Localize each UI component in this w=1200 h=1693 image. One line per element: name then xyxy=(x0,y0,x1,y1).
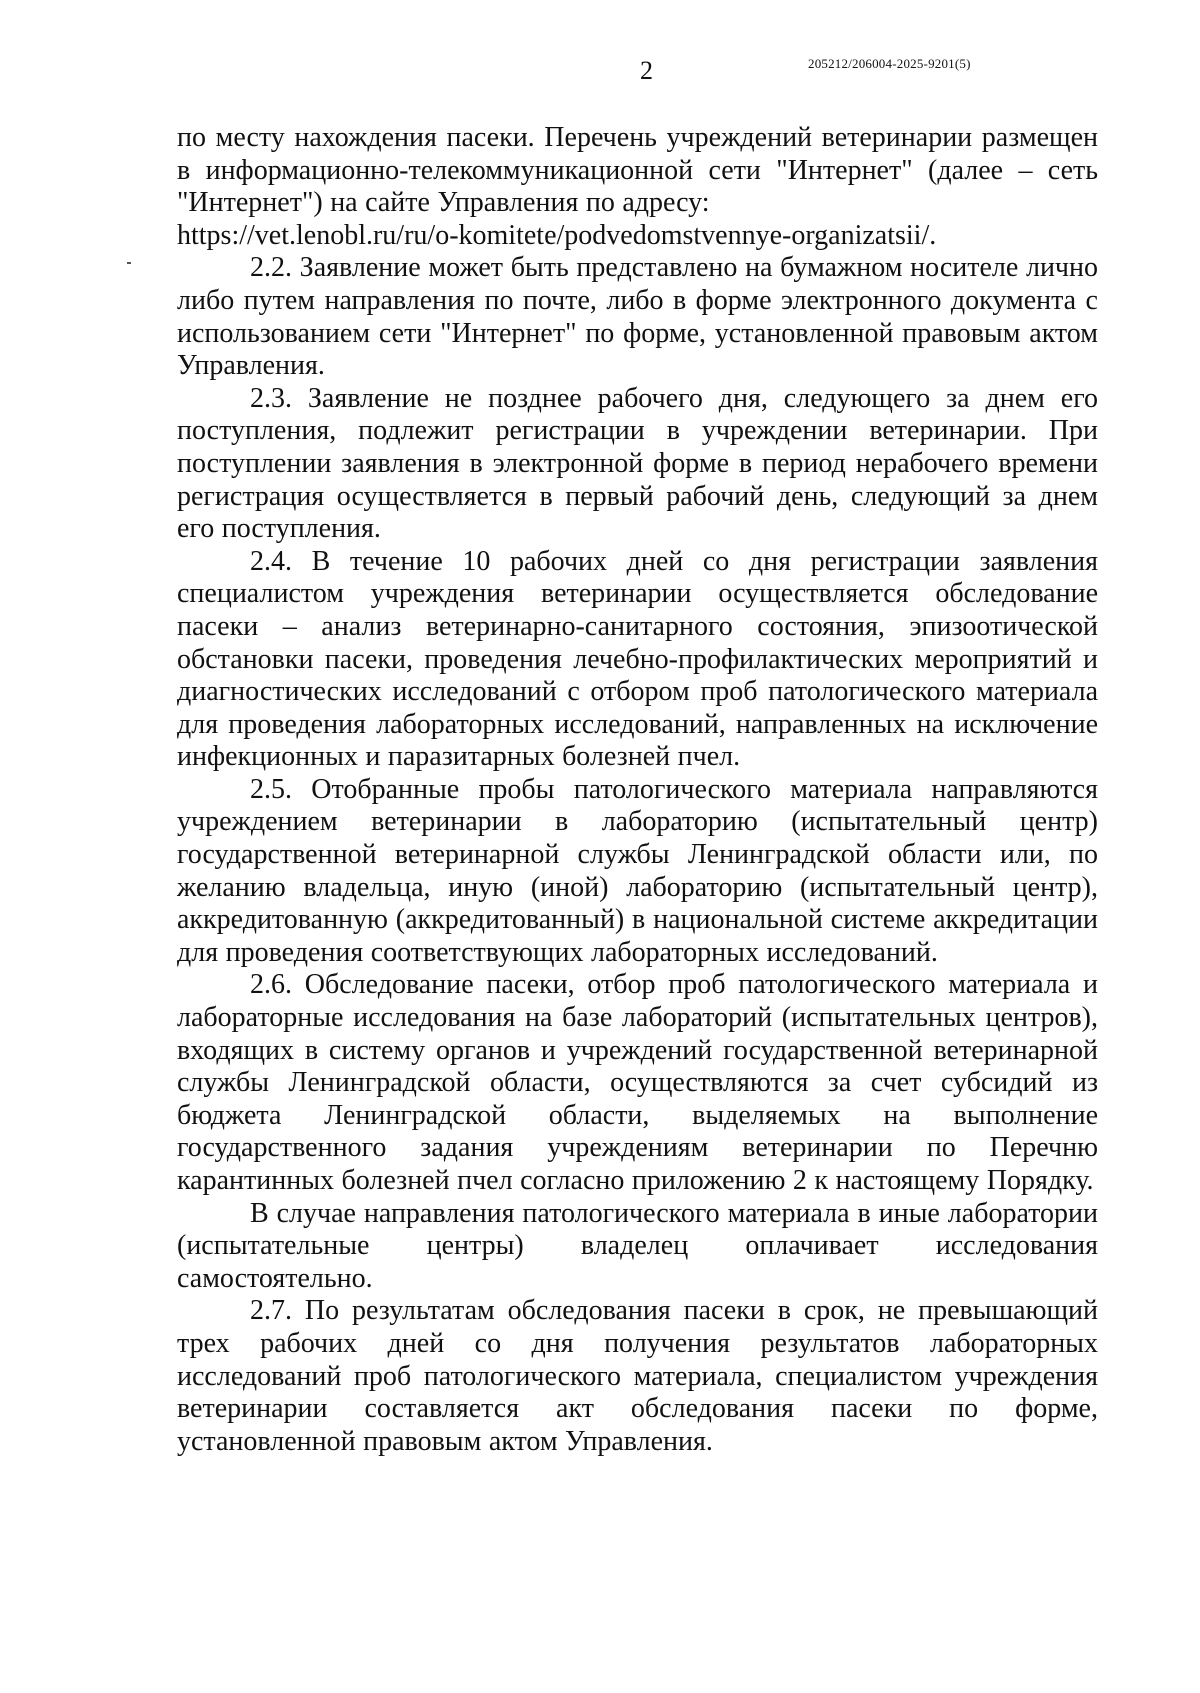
paragraph-2-6-note: В случае направления патологического материала в иные лаборатории (испытательные центры) владелец оплачивает исследования самостоятельно. xyxy=(177,1197,1098,1294)
paragraph-2-6: 2.6. Обследование пасеки, отбор проб патологического материала и лабораторные исследования на базе лабораторий (испытательных центров), входящих в систему органов и учреждений государственной ветеринарной службы Ленинградской области, осуществляются за счет субсидий из бюджета Ленинградской области, выделяемых на выполнение государственного задания учреждениям ветеринарии по Перечню карантинных болезней пчел согласно приложению 2 к настоящему Порядку. xyxy=(177,969,1098,1196)
paragraph-continuation xyxy=(177,122,1098,220)
url-text: https://vet.lenobl.ru/ru/o-komitete/podvedomstvennye-organizatsii/. xyxy=(177,219,937,251)
document-body xyxy=(177,122,1098,1458)
paragraph-text: по месту нахождения пасеки. Перечень учреждений ветеринарии размещен в информационно-телекоммуникационной сети "Интернет" (далее – сеть "Интернет") на сайте Управления по адресу: xyxy=(177,122,1098,219)
paragraph-2-2: 2.2. Заявление может быть представлено на бумажном носителе лично либо путем направления по почте, либо в форме электронного документа с использованием сети "Интернет" по форме, установленной правовым актом Управления. xyxy=(177,252,1098,382)
paragraph-2-3: 2.3. Заявление не позднее рабочего дня, следующего за днем его поступления, подлежит регистрации в учреждении ветеринарии. При поступлении заявления в электронной форме в период нерабочего времени регистрация осуществляется в первый рабочий день, следующий за днем его поступления. xyxy=(177,382,1098,545)
paragraph-url xyxy=(177,220,1098,253)
page-number: 2 xyxy=(640,56,653,85)
paragraph-2-5: 2.5. Отобранные пробы патологического материала направляются учреждением ветеринарии в лабораторию (испытательный центр) государственной ветеринарной службы Ленинградской области или, по желанию владельца, иную (иной) лабораторию (испытательный центр), аккредитованную (аккредитованный) в национальной системе аккредитации для проведения соответствующих лабораторных исследований. xyxy=(177,773,1098,968)
paragraph-2-7: 2.7. По результатам обследования пасеки в срок, не превышающий трех рабочих дней со дня получения результатов лабораторных исследований проб патологического материала, специалистом учреждения ветеринарии составляется акт обследования пасеки по форме, установленной правовым актом Управления. xyxy=(177,1295,1098,1457)
paragraph-2-4: 2.4. В течение 10 рабочих дней со дня регистрации заявления специалистом учреждения ветеринарии осуществляется обследование пасеки – анализ ветеринарно-санитарного состояния, эпизоотической обстановки пасеки, проведения лечебно-профилактических мероприятий и диагностических исследований с отбором проб патологического материала для проведения лабораторных исследований, направленных на исключение инфекционных и паразитарных болезней пчел. xyxy=(177,545,1098,773)
margin-mark xyxy=(127,262,131,264)
document-code: 205212/206004-2025-9201(5) xyxy=(808,56,971,71)
